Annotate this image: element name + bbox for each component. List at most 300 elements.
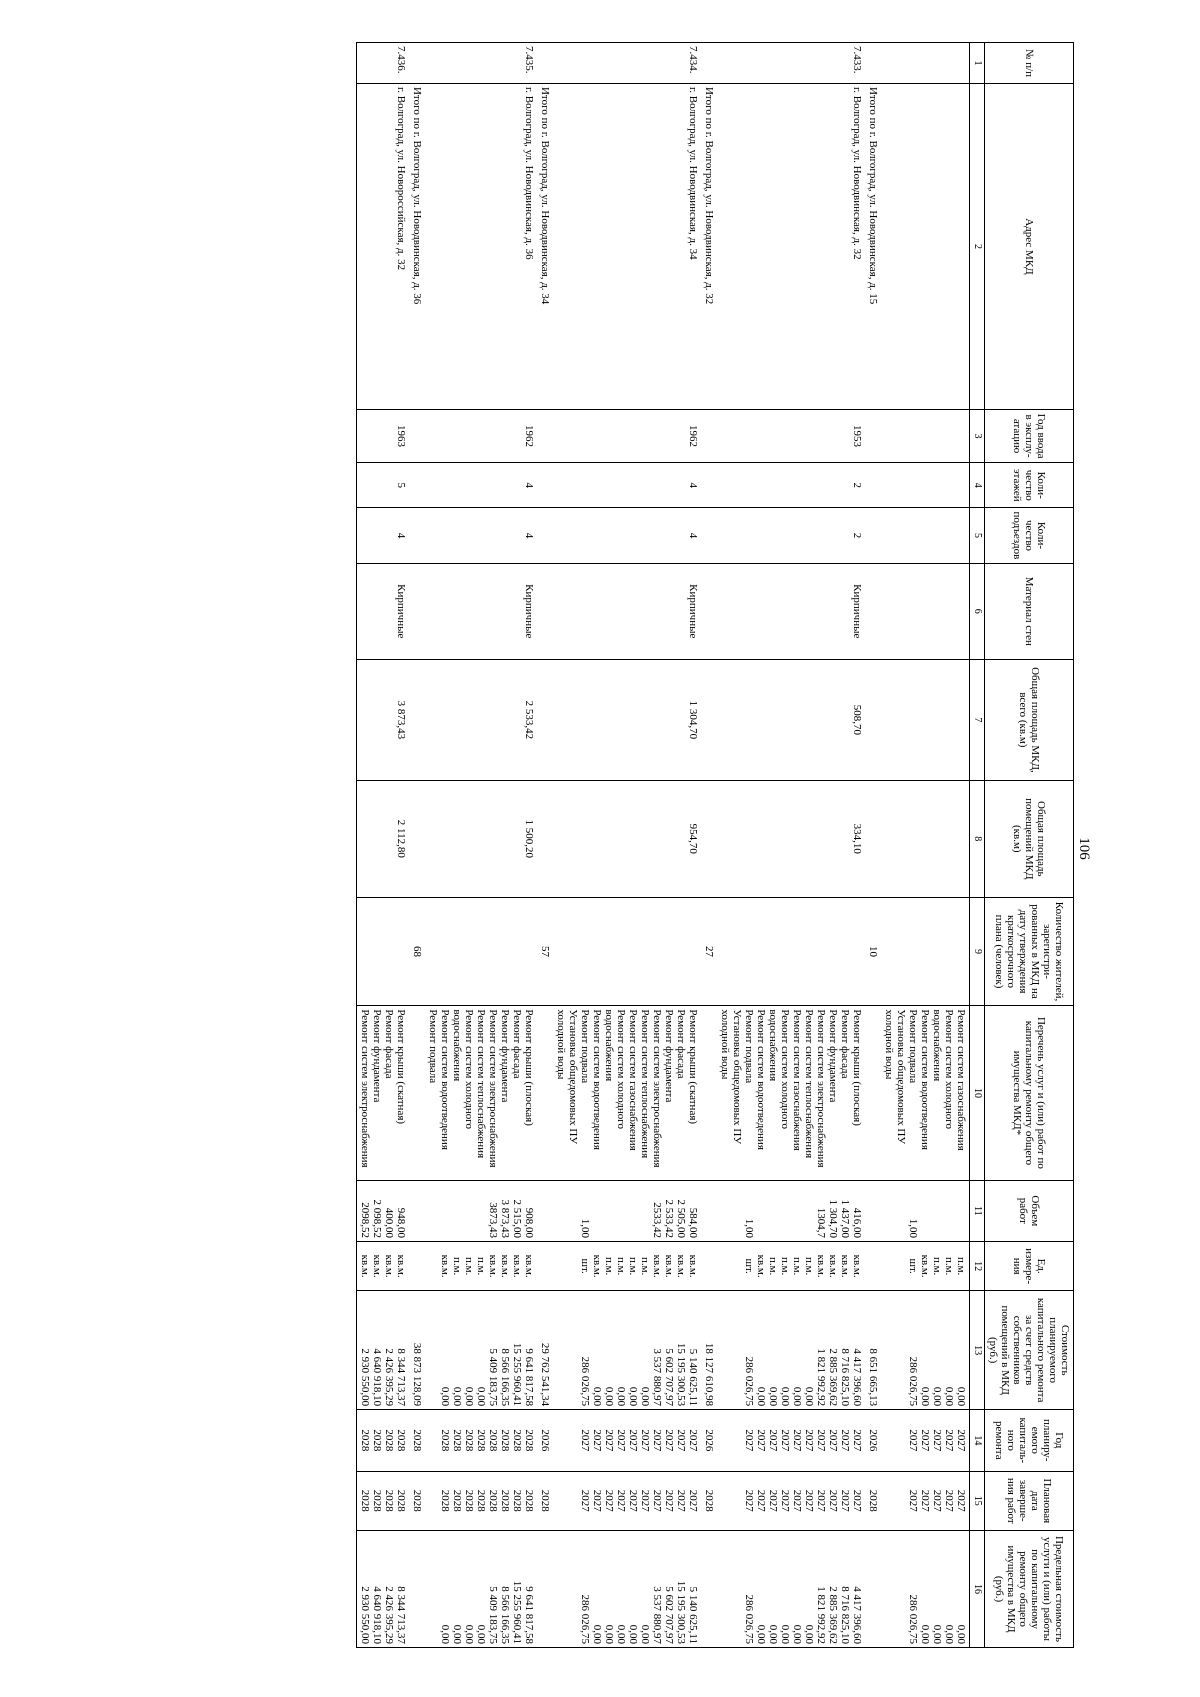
date-list — [717, 1471, 865, 1530]
empty-cell — [425, 897, 537, 1006]
cost-list-line: 0,00 — [627, 1386, 639, 1407]
date-total: 2028 — [701, 1471, 717, 1530]
column-number-7: 7 — [970, 659, 985, 780]
cost-list-line: 8 344 713,37 — [395, 1348, 407, 1407]
empty-cell — [865, 409, 881, 462]
cost-list-line: 4 417 396,60 — [851, 1348, 863, 1407]
date-list — [553, 1471, 701, 1530]
limit-list-line: 15 255 960,41 — [511, 1580, 523, 1644]
cost-list-line: 0,00 — [591, 1386, 603, 1407]
date-list — [425, 1471, 537, 1530]
unit-list-line: кв.м. — [851, 1254, 863, 1278]
works-list-line: Ремонт систем водоотведения — [919, 1009, 931, 1150]
date-list-line: 2027 — [779, 1489, 791, 1512]
column-number-6: 6 — [970, 563, 985, 659]
year-list-line: 2027 — [803, 1429, 815, 1452]
works-list — [357, 1006, 410, 1180]
limit-list-line: 0,00 — [439, 1624, 451, 1644]
cost-list-line: 2 930 550,00 — [359, 1348, 371, 1407]
empty-cell — [701, 508, 717, 563]
date-list-line: 2027 — [931, 1489, 943, 1512]
volume-list-line — [603, 1184, 615, 1238]
year-list-line: 2028 — [451, 1429, 463, 1452]
year-list-line: 2028 — [475, 1429, 487, 1452]
limit-list-line: 0,00 — [943, 1624, 955, 1644]
empty-cell — [865, 1006, 881, 1180]
volume-list-line — [615, 1184, 627, 1238]
year-total: 2026 — [865, 1410, 881, 1471]
year-list-line: 2028 — [463, 1429, 475, 1452]
date-total: 2028 — [865, 1471, 881, 1530]
empty-cell — [409, 1006, 425, 1180]
building-row — [553, 43, 701, 1648]
limit-list-line: 0,00 — [591, 1624, 603, 1644]
year-list-line: 2027 — [591, 1429, 603, 1452]
limit-list-line: 9 641 817,58 — [523, 1586, 535, 1644]
year-list-line: 2027 — [827, 1429, 839, 1452]
cost-total: 18 127 610,98 — [701, 1291, 717, 1410]
cost-list-line: 0,00 — [475, 1386, 487, 1407]
works-list-line: Ремонт систем холодного водоснабжения — [767, 1009, 791, 1129]
limit-list-line: 0,00 — [755, 1624, 767, 1644]
empty-cell — [865, 1531, 881, 1648]
building-row — [357, 43, 410, 1648]
area-total: 2 533,42 — [425, 659, 537, 780]
date-list-line: 2028 — [487, 1489, 499, 1512]
cost-list-line: 0,00 — [767, 1386, 779, 1407]
volume-list-line: 3 873,43 — [499, 1199, 511, 1239]
column-header-15: Плановая дата заверше- ния работ — [985, 1471, 1074, 1530]
column-number-13: 13 — [970, 1291, 985, 1410]
limit-list-line: 0,00 — [919, 1624, 931, 1644]
column-header-8: Общая площадь помещений МКД (кв.м) — [985, 780, 1074, 897]
empty-cell — [865, 659, 881, 780]
date-list-line: 2027 — [955, 1489, 967, 1512]
empty-cell — [409, 1180, 425, 1241]
unit-list-line: кв.м. — [839, 1254, 851, 1278]
limit-list-line: 8 566 166,35 — [499, 1586, 511, 1644]
date-list-line: 2027 — [627, 1489, 639, 1512]
building-row — [425, 43, 537, 1648]
year-list-line: 2027 — [767, 1429, 779, 1452]
residents-count: 68 — [409, 897, 425, 1006]
floor-count: 2 — [717, 463, 865, 508]
volume-list-line: 400,00 — [383, 1207, 395, 1239]
floor-count: 4 — [553, 463, 701, 508]
unit-list-line: п.м. — [803, 1256, 815, 1276]
works-list-line: Ремонт систем водоотведения — [755, 1009, 767, 1150]
cost-list-line: 5 409 183,75 — [487, 1348, 499, 1407]
column-number-9: 9 — [970, 897, 985, 1006]
limit-list-line: 0,00 — [615, 1624, 627, 1644]
unit-list-line: кв.м. — [591, 1254, 603, 1278]
empty-cell — [409, 1242, 425, 1291]
total-row — [865, 43, 881, 1648]
works-list-line: Ремонт фундамента — [827, 1009, 839, 1103]
volume-list-line — [931, 1184, 943, 1238]
cost-list-line: 3 537 880,97 — [651, 1348, 663, 1407]
works-list-line: Ремонт систем газоснабжения — [955, 1009, 967, 1151]
date-list-line: 2027 — [663, 1489, 675, 1512]
date-list — [357, 1471, 410, 1530]
year-total: 2026 — [701, 1410, 717, 1471]
works-list-line: Ремонт систем холодного водоснабжения — [931, 1009, 955, 1129]
building-address: г. Волгоград, ул. Новороссийская, д. 32 — [357, 83, 410, 409]
empty-cell — [537, 1006, 553, 1180]
cost-list — [881, 1291, 970, 1410]
column-number-row — [970, 43, 985, 1648]
volume-list-line: 2 533,42 — [663, 1199, 675, 1239]
works-list-line: Ремонт систем электроснабжения — [487, 1009, 499, 1168]
limit-list — [425, 1531, 537, 1648]
cost-list-line: 0,00 — [943, 1386, 955, 1407]
works-list-line: Ремонт систем теплоснабжения — [475, 1009, 487, 1159]
empty-cell — [537, 508, 553, 563]
date-list-line: 2028 — [451, 1489, 463, 1512]
area-rooms: 2 112,80 — [357, 780, 410, 897]
unit-list-line: п.м. — [791, 1256, 803, 1276]
column-number-4: 4 — [970, 463, 985, 508]
empty-cell — [537, 463, 553, 508]
unit-list-line: кв.м. — [687, 1254, 699, 1278]
limit-list-line: 15 195 300,53 — [675, 1580, 687, 1644]
empty-cell — [701, 1180, 717, 1241]
building-address: г. Волгоград, ул. Новодвинская, д. 34 — [553, 83, 701, 409]
volume-list-line — [755, 1184, 767, 1238]
building-address: г. Волгоград, ул. Новодвинская, д. 36 — [425, 83, 537, 409]
volume-list — [425, 1180, 537, 1241]
date-list-line: 2027 — [743, 1489, 755, 1512]
limit-list-line: 0,00 — [931, 1624, 943, 1644]
cost-list-line: 0,00 — [615, 1386, 627, 1407]
unit-list — [425, 1242, 537, 1291]
unit-list — [717, 1242, 865, 1291]
page-number: 106 — [1076, 837, 1092, 860]
limit-list-line: 0,00 — [475, 1624, 487, 1644]
year-list-line: 2028 — [499, 1429, 511, 1452]
unit-list-line: кв.м. — [395, 1254, 407, 1278]
works-list-line: Ремонт крыши (скатная) — [395, 1009, 407, 1125]
residents-count: 10 — [865, 897, 881, 1006]
column-number-8: 8 — [970, 780, 985, 897]
cost-list-line: 0,00 — [791, 1386, 803, 1407]
volume-list-line — [779, 1184, 791, 1238]
date-list — [881, 1471, 970, 1530]
works-list-line: Установка общедомовых ПУ холодной воды — [719, 1009, 743, 1145]
empty-cell — [881, 659, 970, 780]
limit-list-line: 0,00 — [955, 1624, 967, 1644]
building-row — [717, 43, 865, 1648]
unit-list-line: п.м. — [627, 1256, 639, 1276]
column-header-11: Объем работ — [985, 1180, 1074, 1241]
year-list-line: 2027 — [791, 1429, 803, 1452]
year-list-line: 2027 — [663, 1429, 675, 1452]
date-total: 2028 — [537, 1471, 553, 1530]
column-number-2: 2 — [970, 83, 985, 409]
empty-cell — [537, 563, 553, 659]
volume-list-line — [463, 1184, 475, 1238]
empty-cell — [701, 1531, 717, 1648]
area-total: 508,70 — [717, 659, 865, 780]
column-number-12: 12 — [970, 1242, 985, 1291]
empty-cell — [701, 409, 717, 462]
column-number-1: 1 — [970, 43, 985, 84]
empty-cell — [881, 409, 970, 462]
empty-cell — [537, 43, 553, 84]
works-list — [425, 1006, 537, 1180]
year-list-line: 2027 — [931, 1429, 943, 1452]
empty-cell — [537, 659, 553, 780]
date-list-line: 2028 — [499, 1489, 511, 1512]
date-list-line: 2028 — [511, 1489, 523, 1512]
date-list-line: 2027 — [603, 1489, 615, 1512]
area-rooms: 334,10 — [717, 780, 865, 897]
works-list-line: Ремонт подвала — [907, 1009, 919, 1084]
unit-list-line: п.м. — [931, 1256, 943, 1276]
year-list-line: 2027 — [839, 1429, 851, 1452]
year-list-line: 2027 — [615, 1429, 627, 1452]
total-row — [701, 43, 717, 1648]
year-list-line: 2027 — [907, 1429, 919, 1452]
year-list-line: 2027 — [743, 1429, 755, 1452]
limit-list-line: 0,00 — [639, 1624, 651, 1644]
column-number-10: 10 — [970, 1006, 985, 1180]
works-list-line: Ремонт систем электроснабжения — [359, 1009, 371, 1168]
empty-cell — [553, 897, 701, 1006]
date-list-line: 2027 — [827, 1489, 839, 1512]
works-list-line: Ремонт крыши (скатная) — [687, 1009, 699, 1125]
empty-cell — [537, 780, 553, 897]
cost-list-line: 0,00 — [919, 1386, 931, 1407]
year-list-line: 2027 — [627, 1429, 639, 1452]
cost-list-line: 9 641 817,58 — [523, 1348, 535, 1407]
date-list-line: 2027 — [675, 1489, 687, 1512]
unit-list-line: кв.м. — [651, 1254, 663, 1278]
empty-cell — [701, 43, 717, 84]
empty-cell — [357, 897, 410, 1006]
empty-cell — [409, 463, 425, 508]
volume-list-line — [591, 1184, 603, 1238]
date-list-line: 2027 — [907, 1489, 919, 1512]
column-number-16: 16 — [970, 1531, 985, 1648]
date-list-line: 2028 — [439, 1489, 451, 1512]
limit-list-line: 1 821 992,92 — [815, 1586, 827, 1644]
volume-list-line — [439, 1184, 451, 1238]
repair-plan-table — [356, 42, 1074, 1648]
cost-list-line: 0,00 — [955, 1386, 967, 1407]
column-header-12: Ед. измере- ния — [985, 1242, 1074, 1291]
unit-list — [553, 1242, 701, 1291]
limit-list-line: 3 537 880,97 — [651, 1586, 663, 1644]
works-list-line: Установка общедомовых ПУ холодной воды — [555, 1009, 579, 1145]
works-list-line: Ремонт систем водоотведения — [591, 1009, 603, 1150]
empty-cell — [537, 1180, 553, 1241]
cost-total: 8 651 665,13 — [865, 1291, 881, 1410]
works-list-line: Ремонт подвала — [743, 1009, 755, 1084]
building-address: г. Волгоград, ул. Новодвинская, д. 32 — [717, 83, 865, 409]
empty-cell — [701, 1006, 717, 1180]
works-list-line: Ремонт крыши (плоская) — [851, 1009, 863, 1126]
volume-list-line: 416,00 — [851, 1207, 863, 1239]
works-list-line: Ремонт систем газоснабжения — [791, 1009, 803, 1151]
date-list-line: 2028 — [463, 1489, 475, 1512]
year-list-line: 2027 — [815, 1429, 827, 1452]
floor-count: 4 — [425, 463, 537, 508]
date-list-line: 2027 — [615, 1489, 627, 1512]
volume-list-line: 1,00 — [907, 1218, 919, 1239]
year-list-line: 2027 — [579, 1429, 591, 1452]
works-list-line: Ремонт фасада — [839, 1009, 851, 1079]
volume-list-line: 2 515,00 — [511, 1199, 523, 1239]
date-list-line: 2027 — [651, 1489, 663, 1512]
works-list — [553, 1006, 701, 1180]
limit-list-line: 5 602 707,97 — [663, 1586, 675, 1644]
year-list-line: 2027 — [779, 1429, 791, 1452]
works-list-line: Ремонт подвала — [579, 1009, 591, 1084]
date-list-line: 2028 — [395, 1489, 407, 1512]
date-list-line: 2028 — [383, 1489, 395, 1512]
empty-cell — [881, 508, 970, 563]
date-list-line: 2027 — [791, 1489, 803, 1512]
limit-list-line: 0,00 — [779, 1624, 791, 1644]
unit-list-line: шт. — [743, 1258, 755, 1274]
empty-cell — [865, 1180, 881, 1241]
limit-list-line: 286 026,75 — [579, 1594, 591, 1644]
date-list-line: 2027 — [591, 1489, 603, 1512]
cost-list-line: 2 426 395,29 — [383, 1348, 395, 1407]
wall-material: Кирпичные — [425, 563, 537, 659]
works-list-line: Ремонт подвала — [427, 1009, 439, 1084]
volume-list-line: 1,00 — [579, 1218, 591, 1239]
column-header-6: Материал стен — [985, 563, 1074, 659]
cost-list-line: 0,00 — [779, 1386, 791, 1407]
date-list-line: 2027 — [803, 1489, 815, 1512]
empty-cell — [409, 780, 425, 897]
continuation-row — [881, 43, 970, 1648]
limit-list-line: 2 885 369,62 — [827, 1586, 839, 1644]
limit-list-line: 0,00 — [451, 1624, 463, 1644]
floor-count: 5 — [357, 463, 410, 508]
unit-list-line: п.м. — [603, 1256, 615, 1276]
column-number-11: 11 — [970, 1180, 985, 1241]
unit-list-line: кв.м. — [499, 1254, 511, 1278]
area-rooms: 1 500,20 — [425, 780, 537, 897]
column-header-10: Перечень услуг и (или) работ по капитальному ремонту общего имущества МКД* — [985, 1006, 1074, 1180]
cost-list — [425, 1291, 537, 1410]
area-rooms: 954,70 — [553, 780, 701, 897]
year-built: 1963 — [357, 409, 410, 462]
limit-list-line: 0,00 — [791, 1624, 803, 1644]
works-list-line: Ремонт фундамента — [663, 1009, 675, 1103]
date-list-line: 2028 — [523, 1489, 535, 1512]
works-list-line: Ремонт систем водоотведения — [439, 1009, 451, 1150]
cost-list — [717, 1291, 865, 1410]
year-list-line: 2028 — [439, 1429, 451, 1452]
entrance-count: 4 — [357, 508, 410, 563]
wall-material: Кирпичные — [357, 563, 410, 659]
unit-list-line: шт. — [579, 1258, 591, 1274]
unit-list-line: кв.м. — [511, 1254, 523, 1278]
residents-count: 57 — [537, 897, 553, 1006]
limit-list-line: 8 716 825,10 — [839, 1586, 851, 1644]
column-number-15: 15 — [970, 1471, 985, 1530]
empty-cell — [537, 1242, 553, 1291]
unit-list-line: п.м. — [451, 1256, 463, 1276]
year-list-line: 2028 — [511, 1429, 523, 1452]
date-list-line: 2027 — [815, 1489, 827, 1512]
volume-list-line: 2098,52 — [359, 1202, 371, 1239]
empty-cell — [881, 897, 970, 1006]
column-header-14: Год планиру- емого капиталь- ного ремонта — [985, 1410, 1074, 1471]
table-body — [357, 43, 970, 1648]
empty-cell — [701, 659, 717, 780]
works-list-line: Ремонт систем холодного водоснабжения — [603, 1009, 627, 1129]
unit-list-line: п.м. — [943, 1256, 955, 1276]
unit-list-line: кв.м. — [359, 1254, 371, 1278]
volume-list-line: 1 304,70 — [827, 1199, 839, 1239]
unit-list-line: кв.м. — [815, 1254, 827, 1278]
limit-list — [881, 1531, 970, 1648]
cost-list-line: 0,00 — [639, 1386, 651, 1407]
unit-list — [881, 1242, 970, 1291]
area-total: 3 873,43 — [357, 659, 410, 780]
year-list-line: 2027 — [651, 1429, 663, 1452]
empty-cell — [865, 780, 881, 897]
year-list-line: 2027 — [851, 1429, 863, 1452]
volume-list-line: 2 098,52 — [371, 1199, 383, 1239]
volume-list-line: 1 437,00 — [839, 1199, 851, 1239]
date-list-line: 2027 — [851, 1489, 863, 1512]
total-label: Итого по г. Волгоград, ул. Новодвинская, д. 32 — [701, 83, 717, 409]
unit-list-line: кв.м. — [383, 1254, 395, 1278]
unit-list-line: кв.м. — [523, 1254, 535, 1278]
year-list-line: 2027 — [687, 1429, 699, 1452]
volume-list-line: 2 505,00 — [675, 1199, 687, 1239]
volume-list — [553, 1180, 701, 1241]
row-number: 7.435. — [425, 43, 537, 84]
limit-list-line: 0,00 — [767, 1624, 779, 1644]
unit-list-line: кв.м. — [487, 1254, 499, 1278]
year-list-line: 2027 — [639, 1429, 651, 1452]
limit-list-line: 0,00 — [603, 1624, 615, 1644]
volume-list-line — [919, 1184, 931, 1238]
limit-list-line: 5 140 625,11 — [687, 1586, 699, 1644]
volume-list-line: 2533,42 — [651, 1202, 663, 1239]
date-list-line: 2028 — [359, 1489, 371, 1512]
volume-list-line — [639, 1184, 651, 1238]
empty-cell — [537, 1531, 553, 1648]
column-header-16: Предельная стоимость услуги и (или) работы по капитальному ремонту общего имущества в МКД (руб.) — [985, 1531, 1074, 1648]
volume-list-line — [791, 1184, 803, 1238]
cost-list-line: 286 026,75 — [743, 1356, 755, 1407]
cost-list-line: 8 716 825,10 — [839, 1348, 851, 1407]
cost-list-line: 15 195 300,53 — [675, 1342, 687, 1407]
unit-list-line: п.м. — [475, 1256, 487, 1276]
date-list-line: 2027 — [579, 1489, 591, 1512]
unit-list-line: п.м. — [955, 1256, 967, 1276]
cost-list-line: 0,00 — [451, 1386, 463, 1407]
unit-list-line: кв.м. — [663, 1254, 675, 1278]
unit-list-line: кв.м. — [919, 1254, 931, 1278]
empty-cell — [865, 508, 881, 563]
empty-cell — [409, 563, 425, 659]
volume-list-line: 1,00 — [743, 1218, 755, 1239]
unit-list-line: шт. — [907, 1258, 919, 1274]
column-header-3: Год ввода в эксплу- атацию — [985, 409, 1074, 462]
entrance-count: 2 — [717, 508, 865, 563]
column-header-9: Количество жителей, зарегистри- рованных в МКД на дату утверждения краткосрочного плана (человек) — [985, 897, 1074, 1006]
empty-cell — [701, 563, 717, 659]
